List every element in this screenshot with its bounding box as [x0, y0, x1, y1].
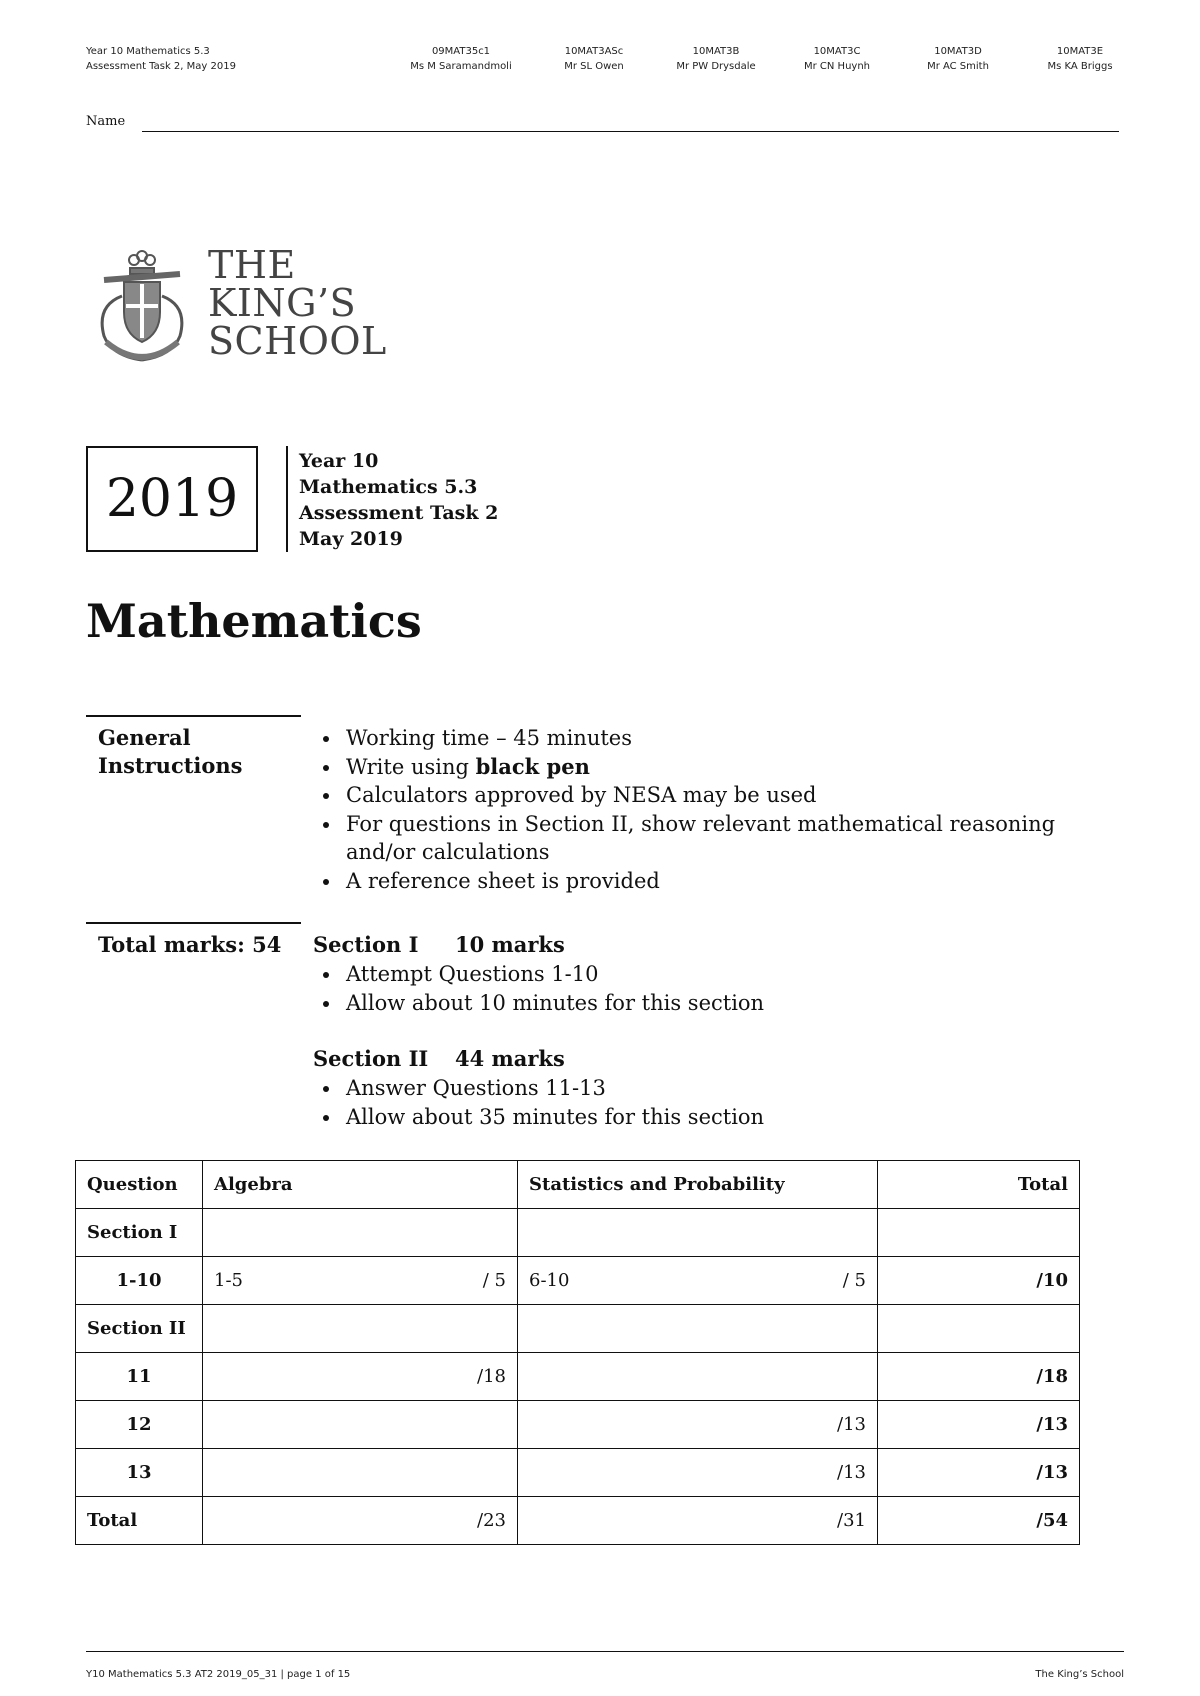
total-value: /13: [878, 1449, 1080, 1497]
class-code: 10MAT3D: [934, 46, 982, 57]
list-item: • Allow about 10 minutes for this section: [342, 989, 764, 1018]
table-row: [76, 1449, 1080, 1497]
class-teacher: Mr AC Smith: [927, 61, 989, 72]
year-box: 2019: [86, 446, 258, 552]
table-cell: [518, 1209, 878, 1257]
course-header-line2: Assessment Task 2, May 2019: [86, 61, 236, 72]
course-header-line1: Year 10 Mathematics 5.3: [86, 46, 210, 57]
question-number: 11: [76, 1353, 203, 1401]
marks-value: /23: [203, 1497, 518, 1545]
class-column: [1020, 44, 1140, 74]
range-label: 6-10: [529, 1270, 570, 1291]
class-teacher: Mr CN Huynh: [803, 61, 870, 72]
total-label: Total: [76, 1497, 203, 1545]
class-code: 10MAT3B: [692, 46, 740, 57]
table-cell: [878, 1305, 1080, 1353]
list-item: • Answer Questions 11-13: [342, 1074, 764, 1103]
marks-table: [75, 1160, 1080, 1545]
list-item: • Working time – 45 minutes: [342, 724, 1082, 753]
table-cell: [203, 1257, 518, 1305]
divider-bar: [286, 446, 288, 552]
divider: [86, 922, 301, 924]
marks-value: /13: [518, 1449, 878, 1497]
total-value: /10: [878, 1257, 1080, 1305]
list-item: • For questions in Section II, show relevant mathematical reasoning and/or calculations: [342, 810, 1082, 867]
table-row: [76, 1257, 1080, 1305]
table-cell: [518, 1257, 878, 1305]
list-item: • A reference sheet is provided: [342, 867, 1082, 896]
question-number: 12: [76, 1401, 203, 1449]
table-cell: [203, 1449, 518, 1497]
class-teacher: Mr PW Drysdale: [676, 61, 756, 72]
class-code: 10MAT3E: [1056, 46, 1104, 57]
list-item: • Allow about 35 minutes for this section: [342, 1103, 764, 1132]
section1-heading: [313, 932, 565, 957]
course-header: [86, 44, 236, 74]
class-column: [534, 44, 654, 74]
marks-value: / 5: [482, 1270, 506, 1291]
section2-list: [312, 1074, 764, 1131]
marks-value: /18: [203, 1353, 518, 1401]
table-row: [76, 1497, 1080, 1545]
name-label: Name: [86, 114, 126, 129]
class-column: [898, 44, 1018, 74]
marks-value: /31: [518, 1497, 878, 1545]
table-cell: [878, 1209, 1080, 1257]
course-info-subject: Mathematics 5.3: [299, 476, 478, 498]
list-item-emphasis: black pen: [475, 753, 590, 779]
class-code: 10MAT3C: [813, 46, 861, 57]
section-title: Section I: [313, 932, 419, 957]
wordmark-line2: KING’S: [208, 281, 357, 325]
section-marks: 44 marks: [455, 1046, 565, 1071]
header-stats: Statistics and Probability: [518, 1161, 878, 1209]
wordmark-line1: THE: [208, 243, 296, 287]
school-logo: [96, 243, 406, 366]
school-crest-icon: [96, 246, 188, 366]
table-row: [76, 1161, 1080, 1209]
section-title: Section II: [313, 1046, 429, 1071]
header-question: Question: [76, 1161, 203, 1209]
table-row: [76, 1401, 1080, 1449]
class-column: [656, 44, 776, 74]
list-item: [342, 753, 1082, 782]
header-algebra: Algebra: [203, 1161, 518, 1209]
class-teacher: Ms KA Briggs: [1047, 61, 1113, 72]
page-title: Mathematics: [86, 594, 422, 648]
section-marks: 10 marks: [455, 932, 565, 957]
table-cell: [518, 1305, 878, 1353]
class-column: [401, 44, 521, 74]
question-number: 1-10: [76, 1257, 203, 1305]
list-item: • Calculators approved by NESA may be used: [342, 781, 1082, 810]
course-info-year: Year 10: [299, 450, 379, 472]
table-cell: [518, 1353, 878, 1401]
name-field-line[interactable]: [142, 131, 1119, 132]
course-info: [299, 448, 498, 552]
divider: [86, 715, 301, 717]
class-column: [777, 44, 897, 74]
question-number: 13: [76, 1449, 203, 1497]
label-line: General: [98, 725, 191, 750]
table-cell: [203, 1209, 518, 1257]
class-code: 10MAT3ASc: [564, 46, 624, 57]
total-value: /54: [878, 1497, 1080, 1545]
general-instructions-label: [98, 724, 243, 780]
total-marks-label: Total marks: 54: [98, 932, 282, 957]
footer-divider: [86, 1651, 1124, 1652]
footer-left: Y10 Mathematics 5.3 AT2 2019_05_31 | page 1 of 15: [86, 1669, 351, 1680]
class-teacher: Mr SL Owen: [564, 61, 624, 72]
header-total: Total: [878, 1161, 1080, 1209]
table-row: [76, 1353, 1080, 1401]
section1-list: [312, 960, 764, 1017]
class-teacher: Ms M Saramandmoli: [410, 61, 512, 72]
list-item-text: Write using: [346, 754, 476, 779]
section2-heading: [313, 1046, 565, 1071]
marks-value: /13: [518, 1401, 878, 1449]
total-value: /18: [878, 1353, 1080, 1401]
school-wordmark: [208, 243, 387, 363]
table-row: [76, 1305, 1080, 1353]
table-cell: [203, 1305, 518, 1353]
total-value: /13: [878, 1401, 1080, 1449]
class-code: 09MAT35c1: [431, 46, 491, 57]
course-info-date: May 2019: [299, 528, 403, 550]
footer-right: The King’s School: [1035, 1669, 1124, 1680]
section-label: Section II: [76, 1305, 203, 1353]
instructions-list: [312, 724, 1082, 895]
range-label: 1-5: [214, 1270, 243, 1291]
table-cell: [203, 1401, 518, 1449]
course-info-task: Assessment Task 2: [299, 502, 499, 524]
section-label: Section I: [76, 1209, 203, 1257]
wordmark-line3: SCHOOL: [208, 319, 387, 363]
marks-value: / 5: [842, 1270, 866, 1291]
label-line: Instructions: [98, 753, 243, 778]
list-item: • Attempt Questions 1-10: [342, 960, 764, 989]
table-row: [76, 1209, 1080, 1257]
